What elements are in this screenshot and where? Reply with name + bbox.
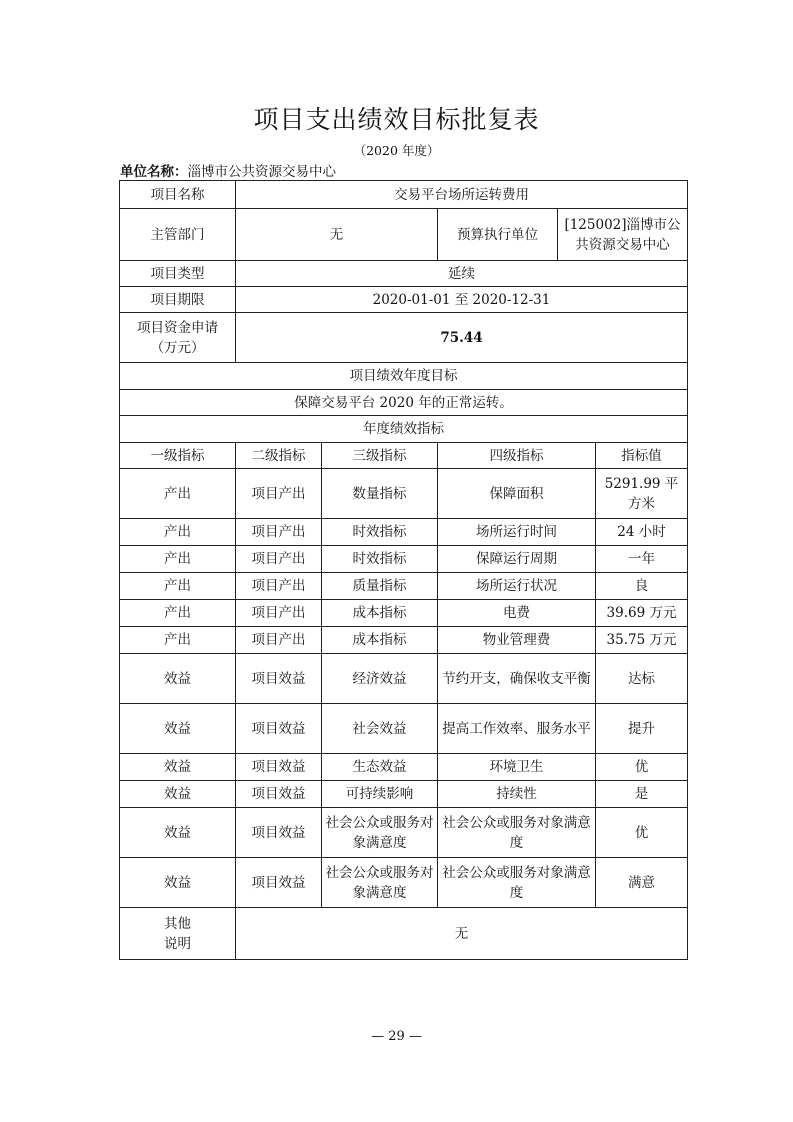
cell-col-3: 数量指标 [322,469,438,519]
cell-col-4: 社会公众或服务对象满意度 [438,858,596,908]
cell-col-4: 持续性 [438,781,596,808]
table-row [120,654,688,704]
other-notes-row [120,908,688,960]
cell-col-5: 满意 [596,858,688,908]
goal-text: 保障交易平台 2020 年的正常运转。 [120,390,688,416]
cell-col-5: 是 [596,781,688,808]
cell-col-5: 一年 [596,546,688,573]
cell-col-5: 35.75 万元 [596,627,688,654]
table-row [120,469,688,519]
cell-col-4: 社会公众或服务对象满意度 [438,808,596,858]
cell-col-2: 项目产出 [236,469,322,519]
cell-col-2: 项目产出 [236,627,322,654]
cell-col-1: 效益 [120,654,236,704]
cell-col-3: 质量指标 [322,573,438,600]
cell-col-4: 物业管理费 [438,627,596,654]
cell-col-3: 可持续影响 [322,781,438,808]
cell-col-1: 产出 [120,600,236,627]
cell-col-4: 场所运行状况 [438,573,596,600]
table-row [120,754,688,781]
project-type-row [120,261,688,287]
cell-col-1: 产出 [120,627,236,654]
cell-col-3: 社会公众或服务对象满意度 [322,808,438,858]
year-subtitle: （2020 年度） [353,143,440,158]
cell-col-5: 达标 [596,654,688,704]
cell-col-5: 优 [596,808,688,858]
col-header-5: 指标值 [596,443,688,469]
cell-col-2: 项目效益 [236,858,322,908]
indicator-header: 年度绩效指标 [120,416,688,443]
cell-col-5: 良 [596,573,688,600]
cell-col-3: 社会效益 [322,704,438,754]
goal-text-row [120,390,688,416]
fund-label-1: 项目资金申请 [137,319,218,336]
cell-col-2: 项目产出 [236,573,322,600]
project-name-row [120,181,688,209]
table-row [120,808,688,858]
table-row [120,546,688,573]
project-name-label: 项目名称 [120,181,236,209]
table-row [120,627,688,654]
col-header-4: 四级指标 [438,443,596,469]
indicator-header-row [120,416,688,443]
cell-col-5: 24 小时 [596,519,688,546]
cell-col-2: 项目产出 [236,546,322,573]
col-header-3: 三级指标 [322,443,438,469]
cell-col-5: 39.69 万元 [596,600,688,627]
project-period-row [120,287,688,313]
department-row [120,209,688,261]
exec-unit-value: [125002]淄博市公共资源交易中心 [564,216,681,253]
table-row [120,573,688,600]
cell-col-4: 提高工作效率、服务水平 [438,704,596,754]
dept-value: 无 [236,209,438,261]
cell-col-4: 电费 [438,600,596,627]
table-row [120,600,688,627]
period-value: 2020-01-01 至 2020-12-31 [236,287,688,313]
cell-col-2: 项目效益 [236,704,322,754]
cell-col-3: 时效指标 [322,546,438,573]
cell-col-2: 项目效益 [236,754,322,781]
cell-col-4: 节约开支，确保收支平衡 [438,654,596,704]
cell-col-1: 效益 [120,808,236,858]
cell-col-1: 效益 [120,858,236,908]
cell-col-3: 成本指标 [322,600,438,627]
dept-label: 主管部门 [120,209,236,261]
column-header-row [120,443,688,469]
cell-col-4: 环境卫生 [438,754,596,781]
unit-value: 淄博市公共资源交易中心 [187,164,336,180]
cell-col-2: 项目效益 [236,781,322,808]
project-name-value: 交易平台场所运转费用 [236,181,688,209]
cell-col-3: 生态效益 [322,754,438,781]
cell-col-1: 产出 [120,573,236,600]
performance-table [119,180,688,960]
other-label-1: 其他 [164,915,191,932]
goal-header-row [120,363,688,390]
period-label: 项目期限 [120,287,236,313]
cell-col-1: 效益 [120,754,236,781]
col-header-1: 一级指标 [120,443,236,469]
cell-col-5: 优 [596,754,688,781]
cell-col-1: 效益 [120,704,236,754]
other-value: 无 [236,908,688,960]
fund-value: 75.44 [236,313,688,363]
cell-col-2: 项目产出 [236,519,322,546]
cell-col-3: 成本指标 [322,627,438,654]
cell-col-1: 产出 [120,546,236,573]
table-row [120,781,688,808]
exec-unit-label: 预算执行单位 [438,209,558,260]
other-label-2: 说明 [164,935,191,952]
col-header-2: 二级指标 [236,443,322,469]
table-row [120,704,688,754]
type-label: 项目类型 [120,261,236,287]
page-number: — 29 — [371,1029,422,1044]
cell-col-1: 产出 [120,469,236,519]
table-row [120,519,688,546]
cell-col-1: 效益 [120,781,236,808]
cell-col-4: 保障面积 [438,469,596,519]
cell-col-3: 经济效益 [322,654,438,704]
cell-col-4: 保障运行周期 [438,546,596,573]
fund-row [120,313,688,363]
table-row [120,858,688,908]
type-value: 延续 [236,261,688,287]
goal-header: 项目绩效年度目标 [120,363,688,390]
cell-col-2: 项目效益 [236,654,322,704]
unit-line [120,160,336,180]
cell-col-3: 时效指标 [322,519,438,546]
cell-col-3: 社会公众或服务对象满意度 [322,858,438,908]
cell-col-5: 提升 [596,704,688,754]
cell-col-5: 5291.99 平方米 [596,469,688,519]
unit-label: 单位名称： [120,164,188,180]
cell-col-1: 产出 [120,519,236,546]
page-title: 项目支出绩效目标批复表 [253,105,540,134]
cell-col-4: 场所运行时间 [438,519,596,546]
cell-col-2: 项目效益 [236,808,322,858]
fund-label-2: （万元） [150,339,205,356]
cell-col-2: 项目产出 [236,600,322,627]
